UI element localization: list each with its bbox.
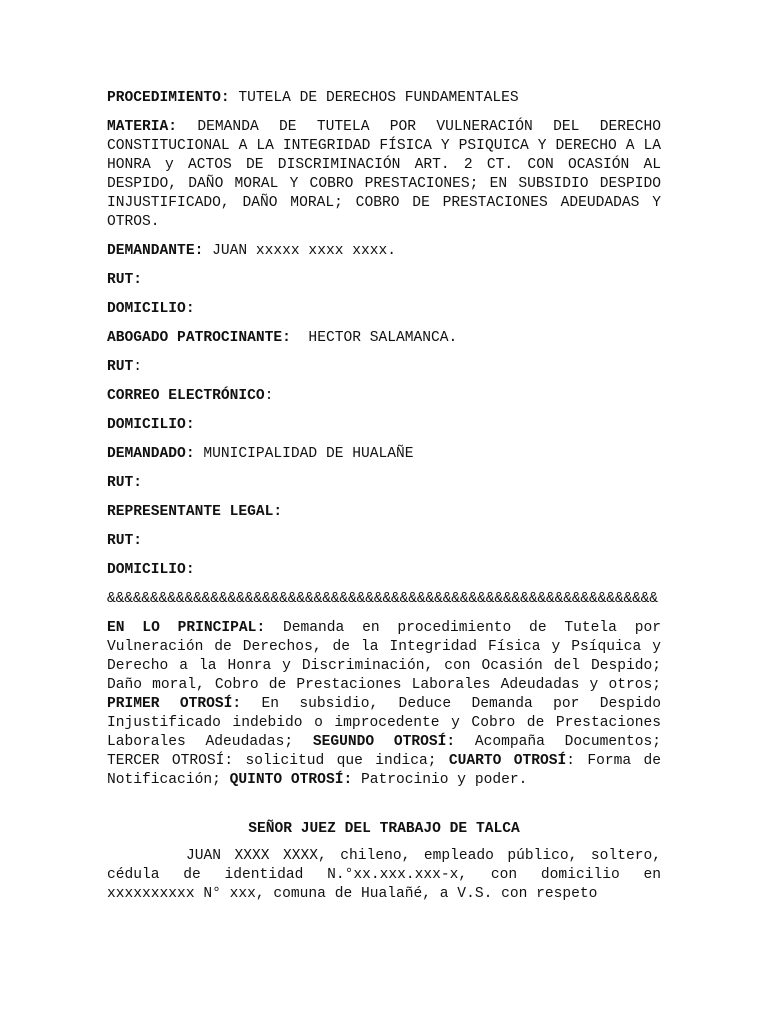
intro-paragraph: JUAN XXXX XXXX, chileno, empleado público, soltero, cédula de identidad N.°xx.xxx.xxx-x, con domicilio en xxxxxxxxxx N° xxx, comuna de Hualañé, a V.S. con respeto [107, 848, 661, 902]
abogado-line [107, 329, 661, 348]
separator-line: &&&&&&&&&&&&&&&&&&&&&&&&&&&&&&&&&&&&&&&&&&&&&&&&&&&&&&&&&&&&&&&& [107, 591, 658, 607]
rut-abogado-label: RUT [107, 359, 134, 375]
materia-value: DEMANDA DE TUTELA POR VULNERACIÓN DEL DERECHO CONSTITUCIONAL A LA INTEGRIDAD FÍSICA Y PSIQUICA Y DERECHO A LA HONRA y ACTOS DE DISCRIMINACIÓN ART. 2 CT. CON OCASIÓN AL DESPIDO, DAÑO MORAL Y COBRO PRESTACIONES; EN SUBSIDIO DESPIDO INJUSTIFICADO, DAÑO MORAL; COBRO DE PRESTACIONES ADEUDADAS Y OTROS. [107, 119, 661, 230]
primer-otrosi-text: En subsidio, Deduce Demanda por Despido Injustificado indebido o improcedente y Cobro de Prestaciones Laborales Adeudadas; [107, 696, 662, 750]
principal-text: Demanda en procedimiento de Tutela por Vulneración de Derechos, de la Integridad Física y Psíquica y Derecho a la Honra y Discriminación, con Ocasión del Despido; Daño moral, Cobro de Prestaciones Laborales Adeudadas y otros; [107, 620, 661, 693]
primer-otrosi-label: PRIMER OTROSÍ: [107, 696, 242, 712]
demandante-line [107, 242, 661, 261]
demandado-line [107, 445, 661, 464]
representante-line [107, 503, 661, 522]
abogado-value: HECTOR SALAMANCA. [290, 330, 458, 346]
domicilio-abogado-label: DOMICILIO: [107, 417, 195, 433]
representante-label: REPRESENTANTE LEGAL: [107, 504, 283, 520]
segundo-otrosi-text: Acompaña Documentos; TERCER OTROSÍ: solicitud que indica; [107, 734, 661, 769]
segundo-otrosi-label: SEGUNDO OTROSÍ: [312, 734, 456, 750]
domicilio-demandante-label: DOMICILIO: [107, 301, 195, 317]
domicilio-abogado-line [107, 416, 661, 435]
procedimiento-line [107, 89, 661, 108]
procedimiento-value: TUTELA DE DERECHOS FUNDAMENTALES [229, 90, 519, 106]
demandado-label: DEMANDADO: [107, 446, 195, 462]
materia-paragraph [107, 118, 661, 232]
demandante-label: DEMANDANTE: [107, 243, 204, 259]
principal-label: EN LO PRINCIPAL: [107, 620, 266, 636]
cuarto-otrosi-label: CUARTO OTROSÍ [448, 753, 567, 769]
domicilio-demandante-line [107, 300, 661, 319]
demandante-value: JUAN xxxxx xxxx xxxx. [203, 243, 397, 259]
demandado-value: MUNICIPALIDAD DE HUALAÑE [194, 446, 414, 462]
quinto-otrosi-label: QUINTO OTROSÍ: [229, 772, 353, 788]
domicilio-demandado-label: DOMICILIO: [107, 562, 195, 578]
rut-abogado-line [107, 358, 661, 377]
rut-abogado-value: : [133, 359, 143, 375]
domicilio-demandado-line [107, 561, 661, 580]
materia-label: MATERIA: [107, 119, 178, 135]
rut-representante-line [107, 532, 661, 551]
summary-paragraph [107, 619, 661, 790]
rut-demandado-label: RUT: [107, 475, 143, 491]
rut-demandante-line [107, 271, 661, 290]
correo-label: CORREO ELECTRÓNICO [107, 388, 265, 404]
quinto-otrosi-text: Patrocinio y poder. [352, 772, 528, 788]
rut-demandado-line [107, 474, 661, 493]
court-title: SEÑOR JUEZ DEL TRABAJO DE TALCA [248, 821, 520, 837]
document-page [107, 89, 661, 904]
cuarto-otrosi-text: : Forma de Notificación; [107, 753, 661, 788]
abogado-label: ABOGADO PATROCINANTE: [107, 330, 291, 346]
correo-line [107, 387, 661, 406]
rut-demandante-label: RUT: [107, 272, 143, 288]
procedimiento-label: PROCEDIMIENTO: [107, 90, 230, 106]
rut-representante-label: RUT: [107, 533, 143, 549]
correo-value: : [264, 388, 274, 404]
